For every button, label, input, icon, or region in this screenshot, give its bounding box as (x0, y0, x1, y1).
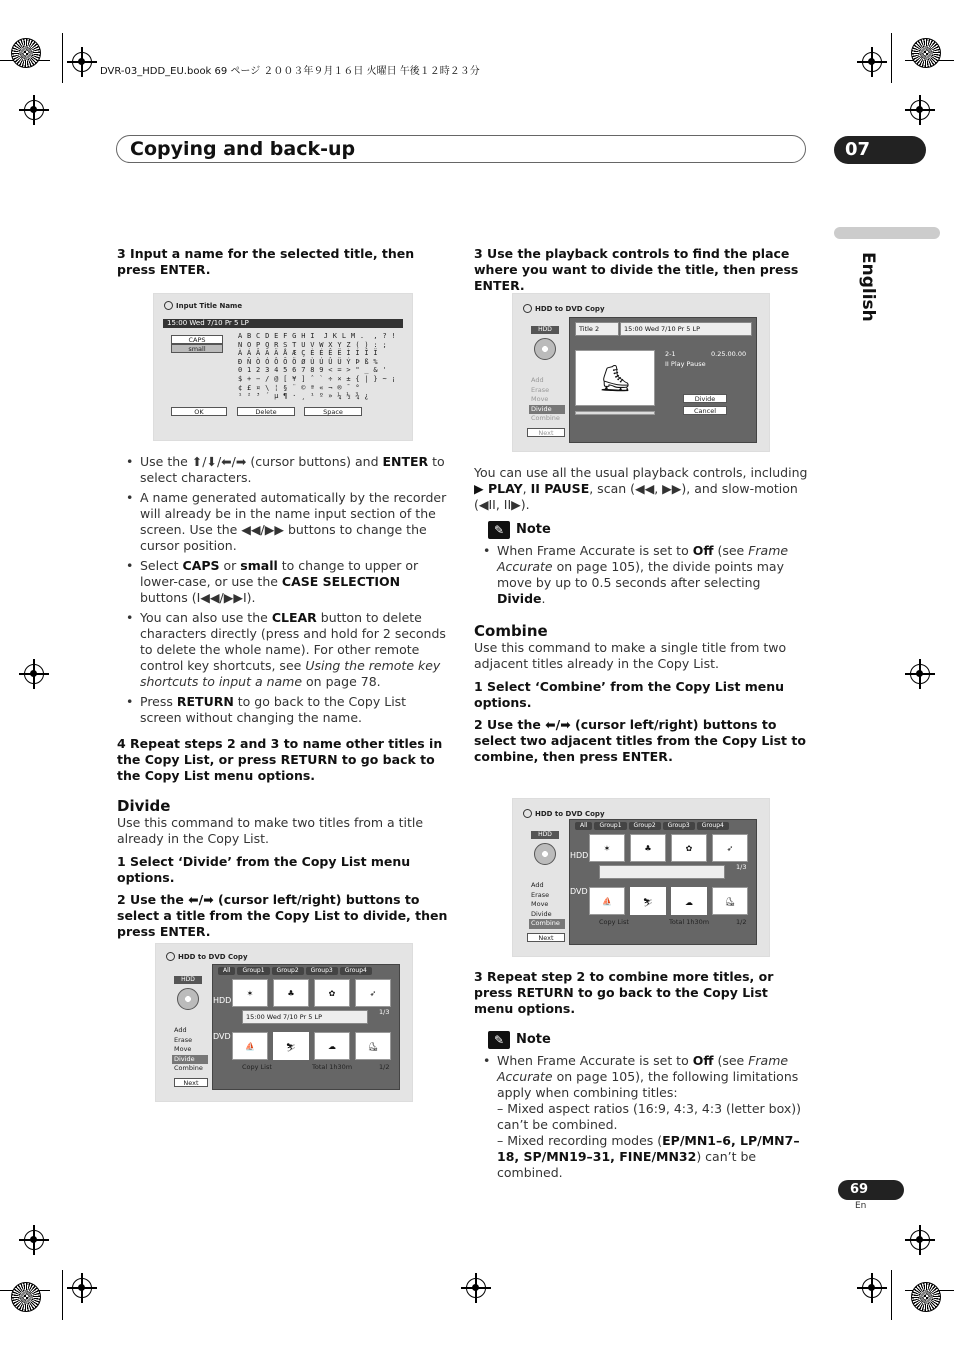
divide-step-1: 1 Select ‘Divide’ from the Copy List menu options. (117, 854, 411, 885)
next-button[interactable]: Next (174, 1078, 208, 1087)
note-title: Note (516, 1032, 551, 1047)
group-tabs[interactable] (575, 822, 729, 830)
hdd-title-thumb[interactable]: ♣ (630, 834, 666, 862)
hdd-badge: HDD (531, 326, 559, 334)
group-tabs[interactable] (218, 967, 372, 975)
crop-mark (891, 1270, 892, 1320)
divide-button[interactable]: Divide (683, 394, 727, 403)
copy-list-total: Total 1h30m (669, 918, 710, 926)
kb-row: ¢ £ ¤ \ ¦ § ¨ © ª « ¬ ® ¯ ° (238, 383, 360, 392)
kb-row: $ + − / @ [ ¥ ] ˆ ` ÷ × ± { | } ~ ¡ (238, 374, 397, 383)
tab-group2[interactable]: Group2 (629, 822, 661, 830)
hdd-page: 1/3 (736, 863, 747, 871)
hdd-badge: HDD (174, 976, 202, 984)
space-button[interactable]: Space (304, 407, 362, 416)
hdd-page: 1/3 (379, 1008, 390, 1016)
copylist-menu (529, 376, 565, 424)
combine-step-1: 1 Select ‘Combine’ from the Copy List menu options. (474, 679, 785, 710)
dvd-title-thumb-selected[interactable]: ⛷ (630, 887, 666, 915)
input-bullets (117, 454, 451, 726)
right-column-end (474, 969, 808, 1185)
registration-sunburst-icon (911, 38, 941, 68)
registration-crosshair-icon (910, 664, 930, 684)
copy-list-label: Copy List (242, 1063, 272, 1071)
menu-add[interactable]: Add (531, 881, 544, 889)
menu-move[interactable]: Move (531, 900, 549, 908)
left-column (117, 246, 451, 284)
dvd-page: 1/2 (379, 1063, 390, 1071)
kb-row: À Á Â Ã Ä Å Æ Ç È É Ê Ë Ì Í Î Ï (238, 349, 378, 358)
page-lang-code: En (855, 1201, 867, 1211)
chapter-number: 07 (834, 136, 926, 164)
delete-button[interactable]: Delete (237, 407, 295, 416)
dvd-page: 1/2 (736, 918, 747, 926)
title-name-field: Title 2 (575, 322, 619, 336)
chapter-title: Copying and back-up (130, 138, 356, 160)
note-frame-accurate-divide: • When Frame Accurate is set to Off (see Frame Accurate on page 105), the divide points may move by up to 0.5 seconds after selecting Divide. (474, 543, 808, 607)
disc-icon (166, 952, 175, 961)
cancel-button[interactable]: Cancel (683, 406, 727, 415)
menu-erase[interactable]: Erase (531, 890, 550, 899)
note-2-list (474, 1053, 808, 1181)
crop-mark (62, 33, 63, 83)
screen-title (164, 301, 242, 310)
note-header (488, 521, 808, 539)
menu-add[interactable]: Add (531, 376, 544, 384)
registration-crosshair-icon (466, 1278, 486, 1298)
screen-title (523, 809, 605, 818)
name-field[interactable]: 15:00 Wed 7/10 Pr 5 LP (163, 319, 403, 328)
tab-group3[interactable]: Group3 (663, 822, 695, 830)
time-code: 0.25.00.00 (711, 350, 747, 358)
menu-combine[interactable]: Combine (531, 414, 560, 422)
tab-group1[interactable]: Group1 (594, 822, 626, 830)
registration-sunburst-icon (11, 1282, 41, 1312)
title-info: 15:00 Wed 7/10 Pr 5 LP (242, 1010, 368, 1024)
note-frame-accurate-combine: • When Frame Accurate is set to Off (see Frame Accurate on page 105), the following limitations apply when combining titles: – Mixed aspect ratios (16:9, 4:3, 4:3 (letter box)) can’t be combined. – Mixed recording modes (EP/MN1–6, LP/MN7–18, SP/MN19–31, FINE/MN32) can’t be combined. (474, 1053, 808, 1181)
hdd-title-thumb[interactable]: ✶ (589, 834, 625, 862)
title-info-empty (599, 865, 725, 879)
tab-all[interactable]: All (218, 967, 235, 975)
registration-crosshair-icon (24, 664, 44, 684)
crop-mark (891, 33, 892, 83)
divide-heading: Divide (117, 797, 171, 815)
hdd-title-thumb[interactable]: ➶ (712, 834, 748, 862)
registration-crosshair-icon (24, 1230, 44, 1250)
screen-title-text: HDD to DVD Copy (535, 809, 605, 818)
step-3-input-name: 3 Input a name for the selected title, then press ENTER. (117, 246, 415, 277)
note-header (488, 1031, 808, 1049)
note-pencil-icon: ✎ (488, 521, 510, 539)
dvd-title-thumb[interactable]: ⛸ (712, 887, 748, 915)
kb-row: ¹ ² ³ ´ µ ¶ · ¸ ¹ º » ¼ ½ ¾ ¿ (238, 392, 369, 401)
divide-copylist-screenshot (155, 943, 413, 1102)
hdd-title-thumb[interactable]: ➶ (355, 979, 391, 1007)
step-4-repeat: 4 Repeat steps 2 and 3 to name other titles in the Copy List, or press RETURN to go back to the Copy List menu options. (117, 736, 443, 783)
tab-group1[interactable]: Group1 (237, 967, 269, 975)
screen-title (523, 304, 605, 313)
dvd-title-thumb[interactable]: ⛸ (355, 1032, 391, 1060)
caps-button[interactable]: CAPS (171, 335, 223, 344)
tab-group4[interactable]: Group4 (340, 967, 372, 975)
hdd-badge: HDD (531, 831, 559, 839)
hdd-title-thumb[interactable]: ✶ (232, 979, 268, 1007)
menu-erase[interactable]: Erase (531, 385, 550, 394)
dvd-title-thumb[interactable]: ⛵ (232, 1032, 268, 1060)
chapter-number: 2-1 (665, 350, 676, 358)
divide-step-2: 2 Use the ⬅/➡ (cursor left/right) buttons to select a title from the Copy List to divide, then press ENTER. (117, 892, 448, 939)
menu-divide[interactable]: Divide (529, 405, 565, 415)
copy-list-label: Copy List (599, 918, 629, 926)
playback-controls-text: You can use all the usual playback controls, including ▶ PLAY, II PAUSE, scan (◀◀, ▶▶), and slow-motion (◀II, II▶). (474, 465, 808, 512)
note-1-list (474, 543, 808, 607)
hdd-title-thumb[interactable]: ♣ (273, 979, 309, 1007)
disc-icon (177, 988, 199, 1010)
tab-all[interactable]: All (575, 822, 592, 830)
step-3-playback: 3 Use the playback controls to find the place where you want to divide the title, then press ENTER. (474, 246, 799, 293)
kb-row: 0 1 2 3 4 5 6 7 8 9 < = > " _ & ' (238, 366, 387, 375)
language-label: English (858, 252, 878, 322)
playback-divide-screenshot (512, 293, 770, 452)
combine-heading: Combine (474, 622, 548, 640)
menu-divide[interactable]: Divide (531, 909, 552, 918)
registration-crosshair-icon (910, 1230, 930, 1250)
registration-sunburst-icon (911, 1282, 941, 1312)
registration-crosshair-icon (862, 1278, 882, 1298)
menu-combine[interactable]: Combine (529, 919, 565, 929)
kb-row: A B C D E F G H I J K L M . , ? ! (238, 332, 397, 340)
dvd-title-thumb-selected[interactable]: ⛷ (273, 1032, 309, 1060)
screen-title-text: HDD to DVD Copy (178, 952, 248, 961)
dvd-label: DVD (213, 1032, 231, 1041)
disc-icon (534, 338, 556, 360)
disc-icon (164, 301, 173, 310)
character-grid[interactable] (238, 332, 396, 401)
screen-title-text: HDD to DVD Copy (535, 304, 605, 313)
kb-row: N O P Q R S T U V W X Y Z ( ) : ; (238, 340, 387, 349)
input-title-screenshot (153, 293, 413, 441)
file-meta: DVR-03_HDD_EU.book 69 ページ ２００３年９月１６日 火曜日 午後１２時２３分 (100, 66, 480, 77)
preview-frame: ⛸ (575, 350, 655, 406)
registration-crosshair-icon (72, 52, 92, 72)
dvd-title-thumb[interactable]: ☁ (314, 1032, 350, 1060)
kb-row: Ð Ñ Ò Ó Ô Õ Ö Ø Ù Ú Û Ü Ý Þ ß % (238, 357, 378, 366)
disc-icon (523, 304, 532, 313)
menu-move[interactable]: Move (174, 1045, 192, 1053)
ok-button[interactable]: OK (171, 407, 227, 416)
registration-crosshair-icon (862, 52, 882, 72)
small-button[interactable]: small (171, 344, 223, 353)
right-column (474, 246, 808, 300)
copy-list-total: Total 1h30m (312, 1063, 353, 1071)
dvd-title-thumb[interactable]: ⛵ (589, 887, 625, 915)
tab-group3[interactable]: Group3 (306, 967, 338, 975)
hdd-title-thumb[interactable]: ✿ (671, 834, 707, 862)
dvd-title-thumb-selected[interactable]: ☁ (671, 887, 707, 915)
page-number: 69 (838, 1180, 904, 1200)
disc-icon (534, 843, 556, 865)
copylist-menu (172, 1026, 208, 1074)
menu-move[interactable]: Move (531, 395, 549, 403)
left-column-body (117, 454, 451, 946)
crop-mark (62, 1270, 63, 1320)
combine-copylist-screenshot (512, 798, 770, 957)
screen-title-text: Input Title Name (176, 301, 243, 310)
bullet-case: • Select CAPS or small to change to upper or lower-case, or use the CASE SELECTION buttons (I◀◀/▶▶I). (117, 558, 451, 606)
hdd-label: HDD (570, 851, 589, 860)
note-pencil-icon: ✎ (488, 1031, 510, 1049)
next-button[interactable]: Next (527, 933, 565, 942)
combine-step-3: 3 Repeat step 2 to combine more titles, or press RETURN to go back to the Copy List menu options. (474, 969, 774, 1016)
divide-description: Use this command to make two titles from a title already in the Copy List. (117, 815, 424, 846)
bullet-return: • Press RETURN to go back to the Copy List screen without changing the name. (117, 694, 451, 726)
next-button[interactable]: Next (527, 428, 565, 437)
tab-group4[interactable]: Group4 (697, 822, 729, 830)
right-column-body (474, 465, 808, 771)
language-tab-bar (834, 227, 940, 239)
title-info: 15:00 Wed 7/10 Pr 5 LP (620, 322, 752, 336)
hdd-label: HDD (213, 996, 232, 1005)
registration-crosshair-icon (910, 100, 930, 120)
note-title: Note (516, 522, 551, 537)
tab-group2[interactable]: Group2 (272, 967, 304, 975)
screen-title (166, 952, 248, 961)
disc-icon (523, 809, 532, 818)
play-status: II Play Pause (665, 360, 706, 368)
bullet-clear: • You can also use the CLEAR button to delete characters directly (press and hold for 2 seconds to delete the whole name). For other remote control key shortcuts, see Using the remote key shortcuts to input a name on page 78. (117, 610, 451, 690)
menu-combine[interactable]: Combine (174, 1064, 203, 1072)
registration-crosshair-icon (72, 1278, 92, 1298)
copylist-menu (529, 881, 565, 929)
dvd-label: DVD (570, 887, 588, 896)
hdd-title-thumb[interactable]: ✿ (314, 979, 350, 1007)
registration-sunburst-icon (11, 38, 41, 68)
bullet-auto-name: • A name generated automatically by the recorder will already be in the name input section of the screen. Use the ◀◀/▶▶ buttons to change the cursor position. (117, 490, 451, 554)
note-aspect-ratios: – Mixed aspect ratios (16:9, 4:3, 4:3 (letter box)) can’t be combined. (497, 1101, 801, 1132)
bullet-cursor: • Use the ⬆/⬇/⬅/➡ (cursor buttons) and ENTER to select characters. (117, 454, 451, 486)
combine-description: Use this command to make a single title from two adjacent titles already in the Copy List. (474, 640, 787, 671)
menu-add[interactable]: Add (174, 1026, 187, 1034)
note-recording-modes: – Mixed recording modes (EP/MN1–6, LP/MN7–18, SP/MN19–31, FINE/MN32) can’t be combined. (497, 1133, 800, 1180)
combine-step-2: 2 Use the ⬅/➡ (cursor left/right) buttons to select two adjacent titles from the Copy List to combine, then press ENTER. (474, 717, 806, 764)
position-bar[interactable] (575, 411, 655, 415)
menu-erase[interactable]: Erase (174, 1035, 193, 1044)
menu-divide[interactable]: Divide (172, 1055, 208, 1065)
registration-crosshair-icon (24, 100, 44, 120)
